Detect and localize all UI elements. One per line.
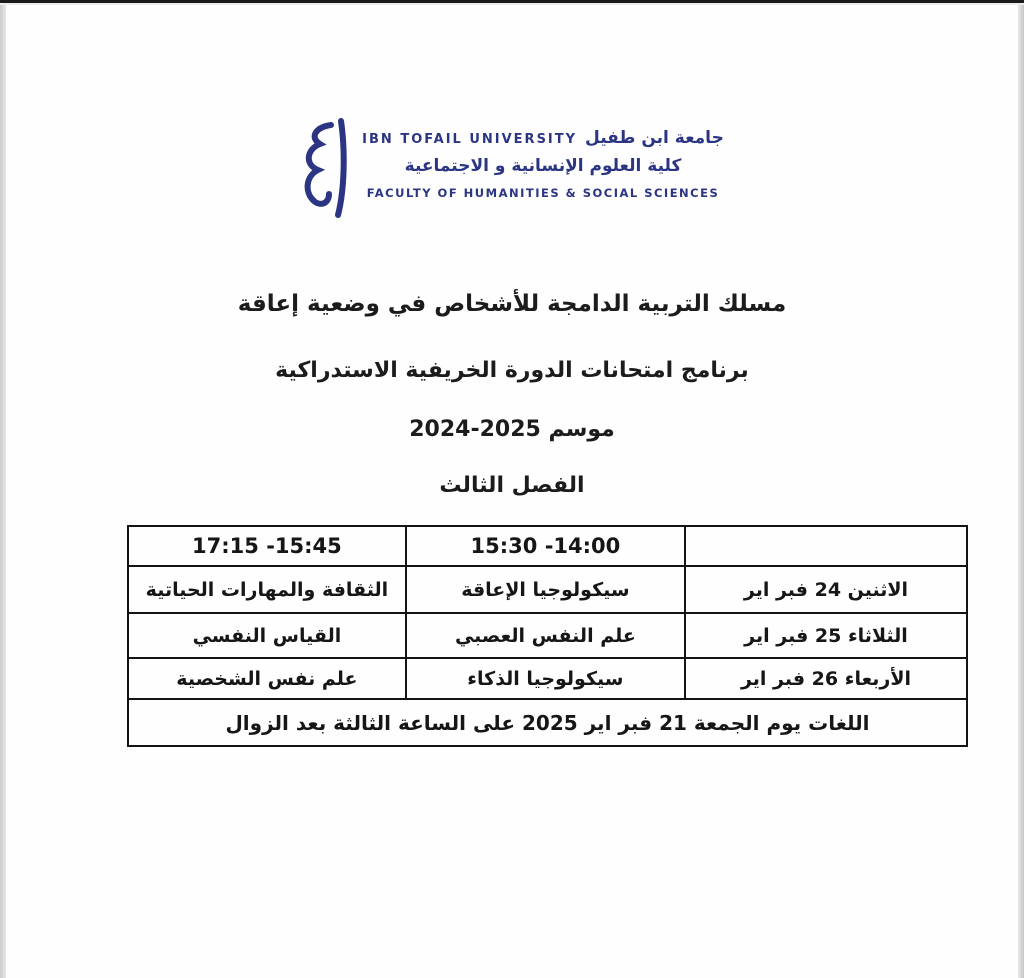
faculty-name-ar: كلية العلوم الإنسانية و الاجتماعية: [404, 156, 682, 176]
program-title: برنامج امتحانات الدورة الخريفية الاستدراكية: [275, 358, 749, 383]
exam-subject-cell: سيكولوجيا الذكاء: [406, 658, 685, 699]
table-row-tuesday: [128, 613, 967, 658]
university-name-ar: جامعة ابن طفيل: [585, 128, 724, 148]
university-logo-text: [362, 118, 724, 200]
exam-date-cell: الاثنين 24 فبر اير: [685, 566, 967, 613]
university-logo: [0, 118, 1024, 222]
time-slot-b-header: 17:15 -15:45: [128, 526, 406, 566]
exam-subject-cell: علم النفس العصبي: [406, 613, 685, 658]
university-logo-mark-icon: [300, 118, 352, 222]
languages-note-row: [128, 699, 967, 746]
exam-subject-cell: القياس النفسي: [128, 613, 406, 658]
time-slots-header-row: [128, 526, 967, 566]
exam-date-cell: الأربعاء 26 فبر اير: [685, 658, 967, 699]
exam-subject-cell: سيكولوجيا الإعاقة: [406, 566, 685, 613]
university-name-line: [362, 128, 724, 148]
screenshot-top-bar: [0, 0, 1024, 5]
exam-subject-cell: الثقافة والمهارات الحياتية: [128, 566, 406, 613]
languages-note-cell: اللغات يوم الجمعة 21 فبر اير 2025 على الساعة الثالثة بعد الزوال: [128, 699, 967, 746]
faculty-name-en: FACULTY OF HUMANITIES & SOCIAL SCIENCES: [366, 186, 720, 200]
track-title: مسلك التربية الدامجة للأشخاص في وضعية إعاقة: [237, 291, 787, 317]
season-title: موسم 2025-2024: [409, 417, 615, 442]
exam-subject-cell: علم نفس الشخصية: [128, 658, 406, 699]
exam-date-cell: الثلاثاء 25 فبر اير: [685, 613, 967, 658]
semester-title: الفصل الثالث: [439, 473, 585, 498]
exam-schedule-table: [127, 525, 968, 747]
table-row-monday: [128, 566, 967, 613]
university-name-en: IBN TOFAIL UNIVERSITY: [362, 132, 578, 147]
table-row-wednesday: [128, 658, 967, 699]
date-column-header: [685, 526, 967, 566]
time-slot-a-header: 15:30 -14:00: [406, 526, 685, 566]
